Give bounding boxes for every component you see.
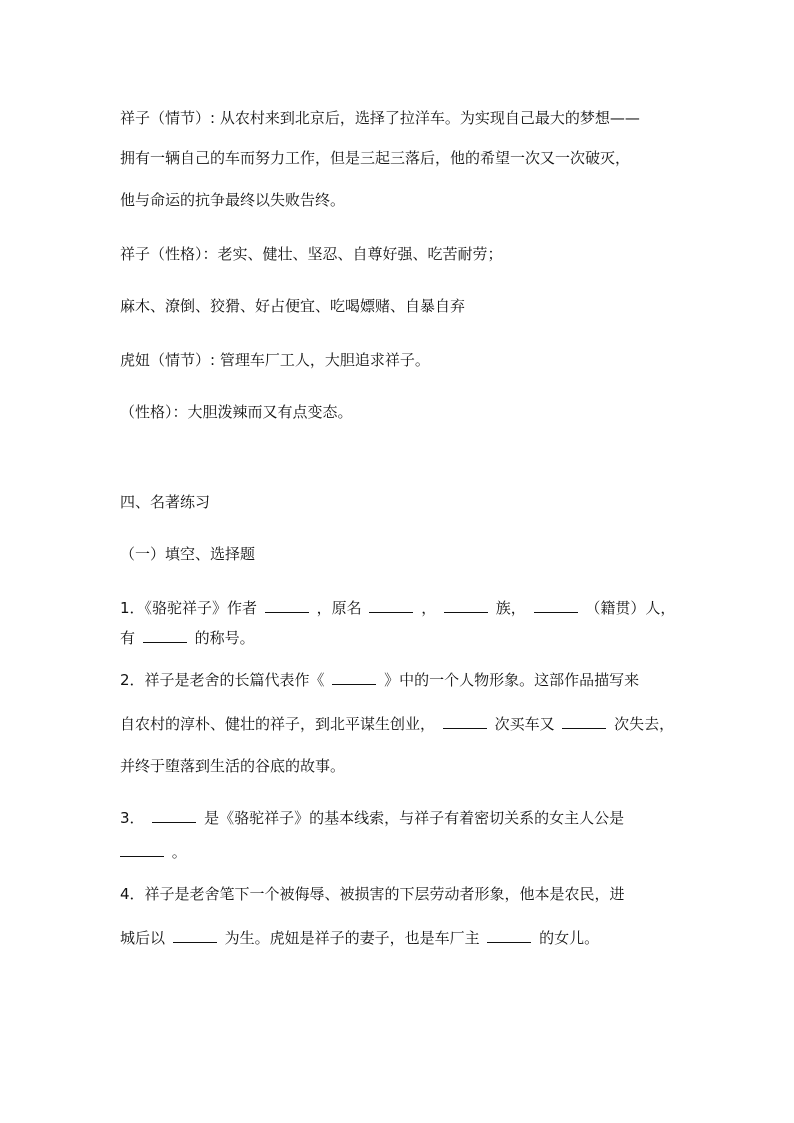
q4-text-d: 的女儿。 xyxy=(539,929,600,947)
huniu-plot-line: 虎妞（情节）: 管理车厂工人，大胆追求祥子。 xyxy=(120,351,430,369)
q1-blank-title[interactable] xyxy=(143,628,187,643)
q1-blank-original-name[interactable] xyxy=(369,598,413,613)
q2-blank-work[interactable] xyxy=(332,670,376,685)
xiangzi-plot-line-2: 拥有一辆自己的车而努力工作，但是三起三落后，他的希望一次又一次破灭， xyxy=(120,149,631,167)
q3-text-c: 。 xyxy=(171,843,187,861)
xiangzi-plot-line-3: 他与命运的抗争最终以失败告终。 xyxy=(120,191,346,209)
q2-text-e: 次失去， xyxy=(614,715,675,733)
question-3-line-1 xyxy=(120,808,624,828)
question-1-line-1 xyxy=(120,598,675,618)
q2-text-b: 》中的一个人物形象。这部作品描写来 xyxy=(384,671,640,689)
q1-text-a: 1．《骆驼祥子》作者 xyxy=(120,599,258,617)
q1-text-f: 有 xyxy=(120,629,136,647)
xiangzi-trait-line-2: 麻木、潦倒、狡猾、好占便宜、吃喝嫖赌、自暴自弃 xyxy=(120,297,466,315)
q3-blank-heroine[interactable] xyxy=(120,842,164,857)
q4-text-b: 城后以 xyxy=(120,929,166,947)
q3-text-b: 是《骆驼祥子》的基本线索，与祥子有着密切关系的女主人公是 xyxy=(204,809,625,827)
q1-blank-hometown[interactable] xyxy=(534,598,578,613)
q2-blank-buy-count[interactable] xyxy=(443,714,487,729)
xiangzi-trait-line-1: 祥子（性格）：老实、健壮、坚忍、自尊好强、吃苦耐劳； xyxy=(120,245,503,263)
q1-blank-author[interactable] xyxy=(265,598,309,613)
q2-blank-lose-count[interactable] xyxy=(562,714,606,729)
q1-blank-ethnicity[interactable] xyxy=(444,598,488,613)
q1-text-g: 的称号。 xyxy=(194,629,255,647)
section-heading: 四、名著练习 xyxy=(120,493,211,511)
huniu-trait-line: （性格）：大胆泼辣而又有点变态。 xyxy=(120,403,353,421)
q4-text-c: 为生。虎妞是祥子的妻子，也是车厂主 xyxy=(224,929,480,947)
question-1-line-2 xyxy=(120,628,255,648)
q2-text-a: 2．祥子是老舍的长篇代表作《 xyxy=(120,671,325,689)
question-3-line-2 xyxy=(120,842,187,862)
q3-text-a: 3． xyxy=(120,809,145,827)
q1-text-e: （籍贯）人， xyxy=(585,599,676,617)
xiangzi-plot-line-1: 祥子（情节）: 从农村来到北京后，选择了拉洋车。为实现自己最大的梦想—— xyxy=(120,109,640,127)
question-2-line-3: 并终于堕落到生活的谷底的故事。 xyxy=(120,757,346,775)
q2-text-d: 次买车又 xyxy=(494,715,555,733)
question-2-line-1 xyxy=(120,670,639,690)
question-4-line-2 xyxy=(120,928,599,948)
q1-text-b: ，原名 xyxy=(316,599,362,617)
question-4-line-1: 4．祥子是老舍笔下一个被侮辱、被损害的下层劳动者形象，他本是农民，进 xyxy=(120,885,625,903)
q4-blank-owner[interactable] xyxy=(487,928,531,943)
q3-blank-clue[interactable] xyxy=(152,808,196,823)
q4-blank-livelihood[interactable] xyxy=(173,928,217,943)
section-subheading: （一）填空、选择题 xyxy=(120,545,256,563)
q1-text-c: ， xyxy=(421,599,437,617)
q1-text-d: 族， xyxy=(495,599,526,617)
q2-text-c: 自农村的淳朴、健壮的祥子，到北平谋生创业， xyxy=(120,715,436,733)
question-2-line-2 xyxy=(120,714,674,734)
